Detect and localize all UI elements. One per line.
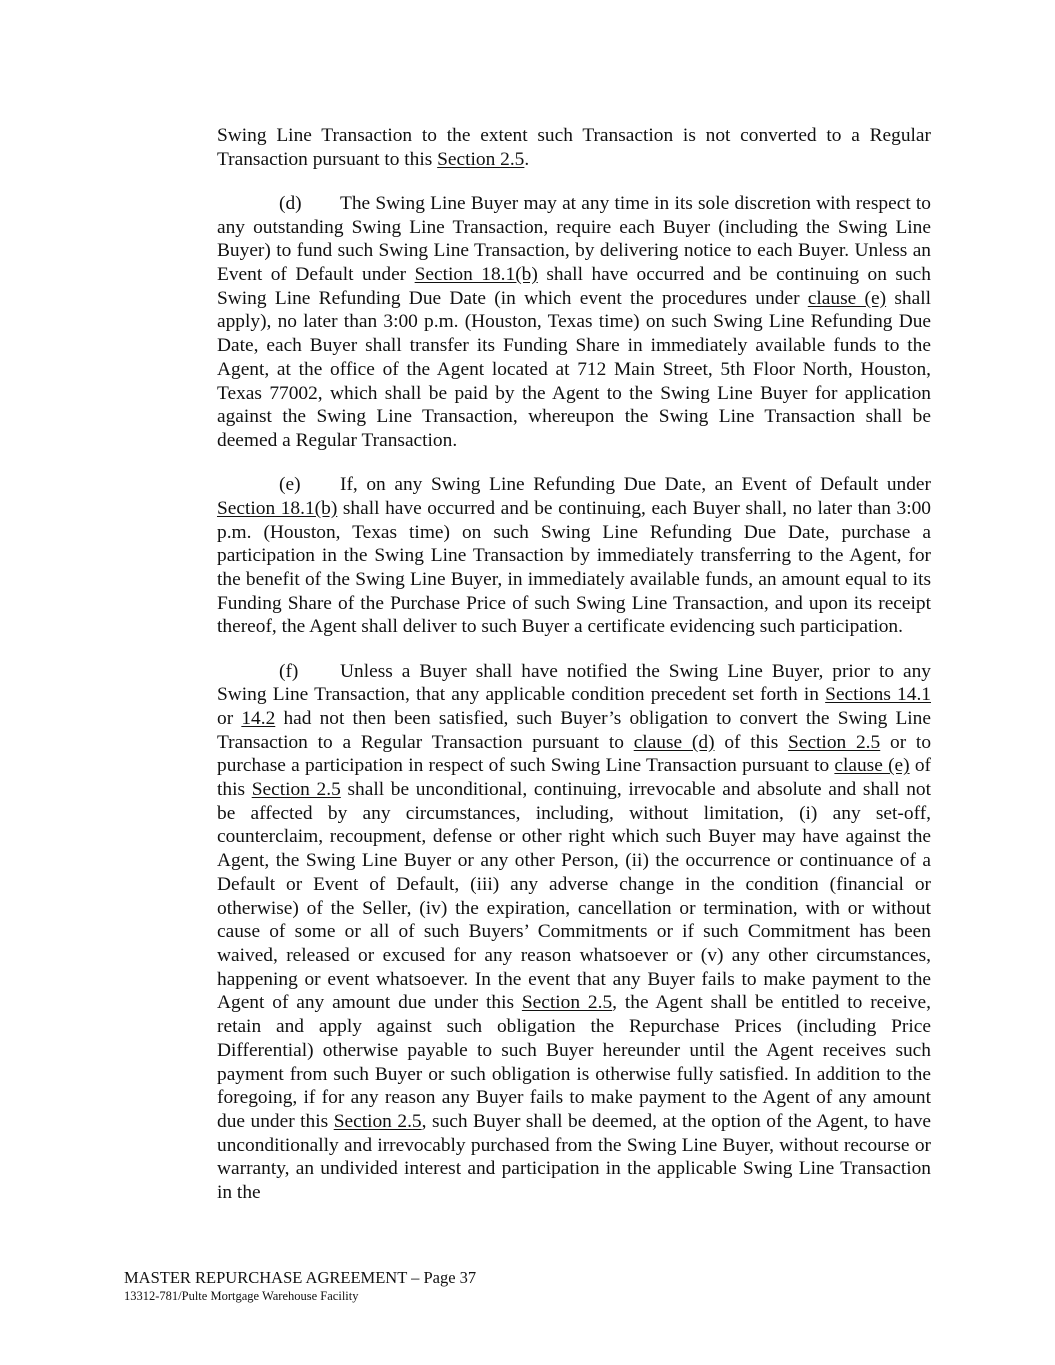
section-reference: Section 2.5: [251, 779, 341, 801]
section-reference: Section 2.5: [521, 992, 613, 1014]
section-reference: Section 2.5: [333, 1110, 422, 1132]
section-reference: clause (e): [834, 755, 910, 777]
footer-title: MASTER REPURCHASE AGREEMENT – Page 37: [124, 1268, 477, 1287]
section-reference: clause (e): [807, 287, 887, 309]
paragraph-f: (f) Unless a Buyer shall have notified the Swing Line Buyer, prior to any Swing Line Transaction, that any applicable condition precedent set forth in Sections 14.1 or 14.2 had not then been satisfied, such Buyer’s obligation to convert the Swing Line Transaction to a Regular Transaction pursuant to clause (d) of this Section 2.5 or to purchase a participation in respect of such Swing Line Transaction pursuant to clause (e) of this Section 2.5 shall be unconditional, continuing, irrevocable and absolute and shall not be affected by any circumstances, including, without limitation, (i) any set-off, counterclaim, recoupment, defense or other right which such Buyer may have against the Agent, the Swing Line Buyer or any other Person, (ii) the occurrence or continuance of a Default or Event of Default, (iii) any adverse change in the condition (financial or otherwise) of the Seller, (iv) the expiration, cancellation or termination, with or without cause of some or all of such Buyers’ Commitments or if such Commitment has been waived, released or excused for any reason whatsoever or (v) any other circumstances, happening or event whatsoever. In the event that any Buyer fails to make payment to the Agent of any amount due under this Section 2.5, the Agent shall be entitled to receive, retain and apply against such obligation the Repurchase Prices (including Price Differential) otherwise payable to such Buyer hereunder until the Agent receives such payment from such Buyer or such obligation is otherwise fully satisfied. In addition to the foregoing, if for any reason any Buyer fails to make payment to the Agent of any amount due under this Section 2.5, such Buyer shall be deemed, at the option of the Agent, to have unconditionally and irrevocably purchased from the Swing Line Buyer, without recourse or warranty, an undivided interest and participation in the applicable Swing Line Transaction in the: [217, 660, 932, 1204]
paragraph-label: (d): [279, 192, 302, 214]
paragraph-label: (e): [279, 474, 301, 496]
footer-doc-id: 13312-781/Pulte Mortgage Warehouse Facility: [124, 1289, 359, 1303]
paragraph-d: (d) The Swing Line Buyer may at any time in its sole discretion with respect to any outstanding Swing Line Transaction, require each Buyer (including the Swing Line Buyer) to fund such Swing Line Transaction, by delivering notice to each Buyer. Unless an Event of Default under Section 18.1(b) shall have occurred and be continuing on such Swing Line Refunding Due Date (in which event the procedures under clause (e) shall apply), no later than 3:00 p.m. (Houston, Texas time) on such Swing Line Refunding Due Date, each Buyer shall transfer its Funding Share in immediately available funds to the Agent, at the office of the Agent located at 712 Main Street, 5th Floor North, Houston, Texas 77002, which shall be paid by the Agent to the Swing Line Buyer for application against the Swing Line Transaction, whereupon the Swing Line Transaction shall be deemed a Regular Transaction.: [217, 192, 931, 451]
paragraph-e: (e) If, on any Swing Line Refunding Due Date, an Event of Default under Section 18.1(b) shall have occurred and be continuing, each Buyer shall, no later than 3:00 p.m. (Houston, Texas time) on such Swing Line Refunding Due Date, purchase a participation in the Swing Line Transaction by immediately transferring to the Agent, for the benefit of the Swing Line Buyer, in immediately available funds, an amount equal to its Funding Share of the Purchase Price of such Swing Line Transaction, and upon its receipt thereof, the Agent shall deliver to such Buyer a certificate evidencing such participation.: [217, 474, 932, 638]
paragraph-continuation: Swing Line Transaction to the extent such Transaction is not converted to a Regular Transaction pursuant to this Section 2.5.: [217, 125, 931, 170]
section-reference: Section 18.1(b): [217, 497, 338, 519]
paragraph-label: (f): [279, 660, 299, 682]
section-reference: Section 2.5: [437, 148, 525, 170]
section-reference: Section 18.1(b): [414, 264, 538, 286]
section-reference: Sections 14.1: [825, 684, 931, 706]
section-reference: clause (d): [633, 731, 715, 753]
document-body: [217, 124, 931, 1205]
page-footer: [124, 1268, 476, 1304]
section-reference: 14.2: [241, 707, 276, 729]
section-reference: Section 2.5: [788, 731, 881, 753]
